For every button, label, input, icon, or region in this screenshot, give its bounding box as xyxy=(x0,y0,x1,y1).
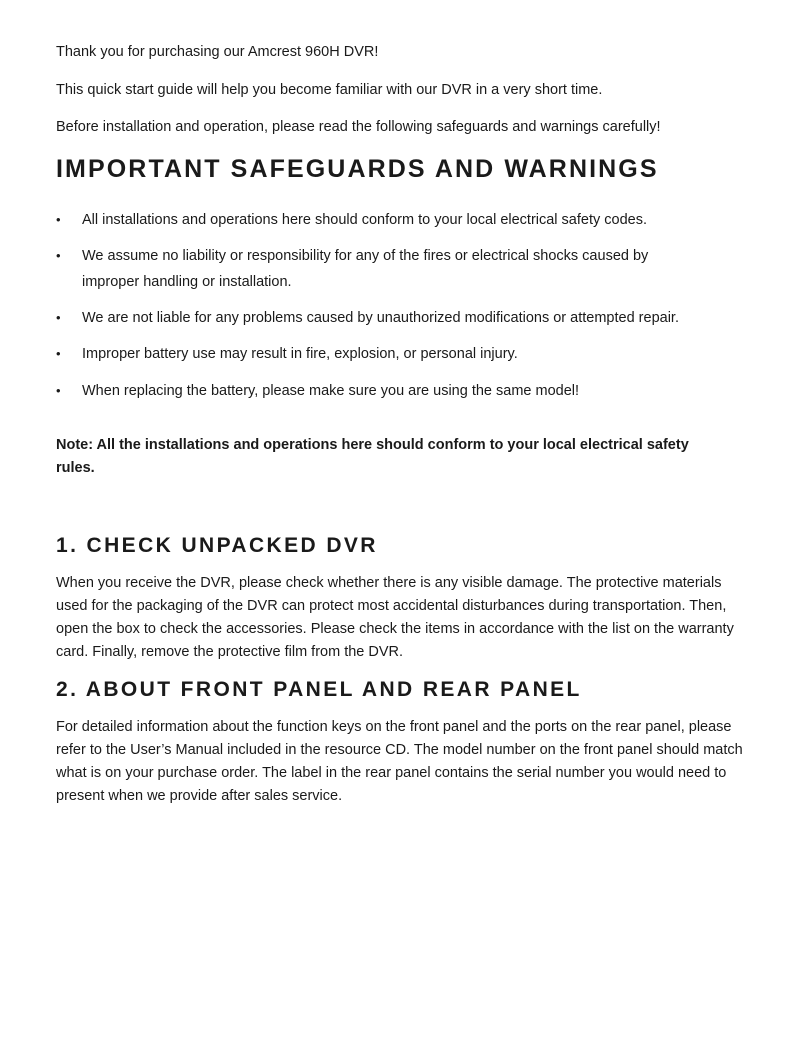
list-item xyxy=(56,378,756,404)
bullet-icon: • xyxy=(56,248,61,263)
safeguards-heading: IMPORTANT SAFEGUARDS AND WARNINGS xyxy=(56,155,659,183)
bullet-icon: • xyxy=(56,346,61,361)
list-item xyxy=(56,207,756,233)
list-item-text: We are not liable for any problems caused by unauthorized modifications or attempted repair. xyxy=(82,310,679,326)
list-item xyxy=(56,243,756,295)
list-item xyxy=(56,341,756,367)
safety-note: Note: All the installations and operations here should conform to your local electrical safety rules. xyxy=(56,437,689,476)
section-2-body: For detailed information about the function keys on the front panel and the ports on the rear panel, please refer to the User’s Manual included in the resource CD. The model number on the front panel should match what is on your purchase order. The label in the rear panel contains the serial number you would need to present when we provide after sales service. xyxy=(56,719,743,804)
bullet-icon: • xyxy=(56,383,61,398)
list-item-text: Improper battery use may result in fire, explosion, or personal injury. xyxy=(82,346,518,362)
intro-read-safeguards: Before installation and operation, please read the following safeguards and warnings carefully! xyxy=(56,119,661,135)
bullet-icon: • xyxy=(56,212,61,227)
bullet-icon: • xyxy=(56,310,61,325)
section-2-heading: 2. ABOUT FRONT PANEL AND REAR PANEL xyxy=(56,678,582,701)
list-item-text: We assume no liability or responsibility for any of the fires or electrical shocks caused by improper handling or installation. xyxy=(82,248,649,290)
intro-thanks: Thank you for purchasing our Amcrest 960H DVR! xyxy=(56,44,379,60)
list-item-text: All installations and operations here should conform to your local electrical safety codes. xyxy=(82,212,647,228)
intro-guide: This quick start guide will help you become familiar with our DVR in a very short time. xyxy=(56,82,603,98)
list-item-text: When replacing the battery, please make sure you are using the same model! xyxy=(82,383,580,399)
list-item xyxy=(56,305,756,331)
section-1-body: When you receive the DVR, please check whether there is any visible damage. The protective materials used for the packaging of the DVR can protect most accidental disturbances during transportation. Then, open the box to check the accessories. Please check the items in accordance with the list on the warranty card. Finally, remove the protective film from the DVR. xyxy=(56,575,734,660)
section-1-heading: 1. CHECK UNPACKED DVR xyxy=(56,534,378,557)
